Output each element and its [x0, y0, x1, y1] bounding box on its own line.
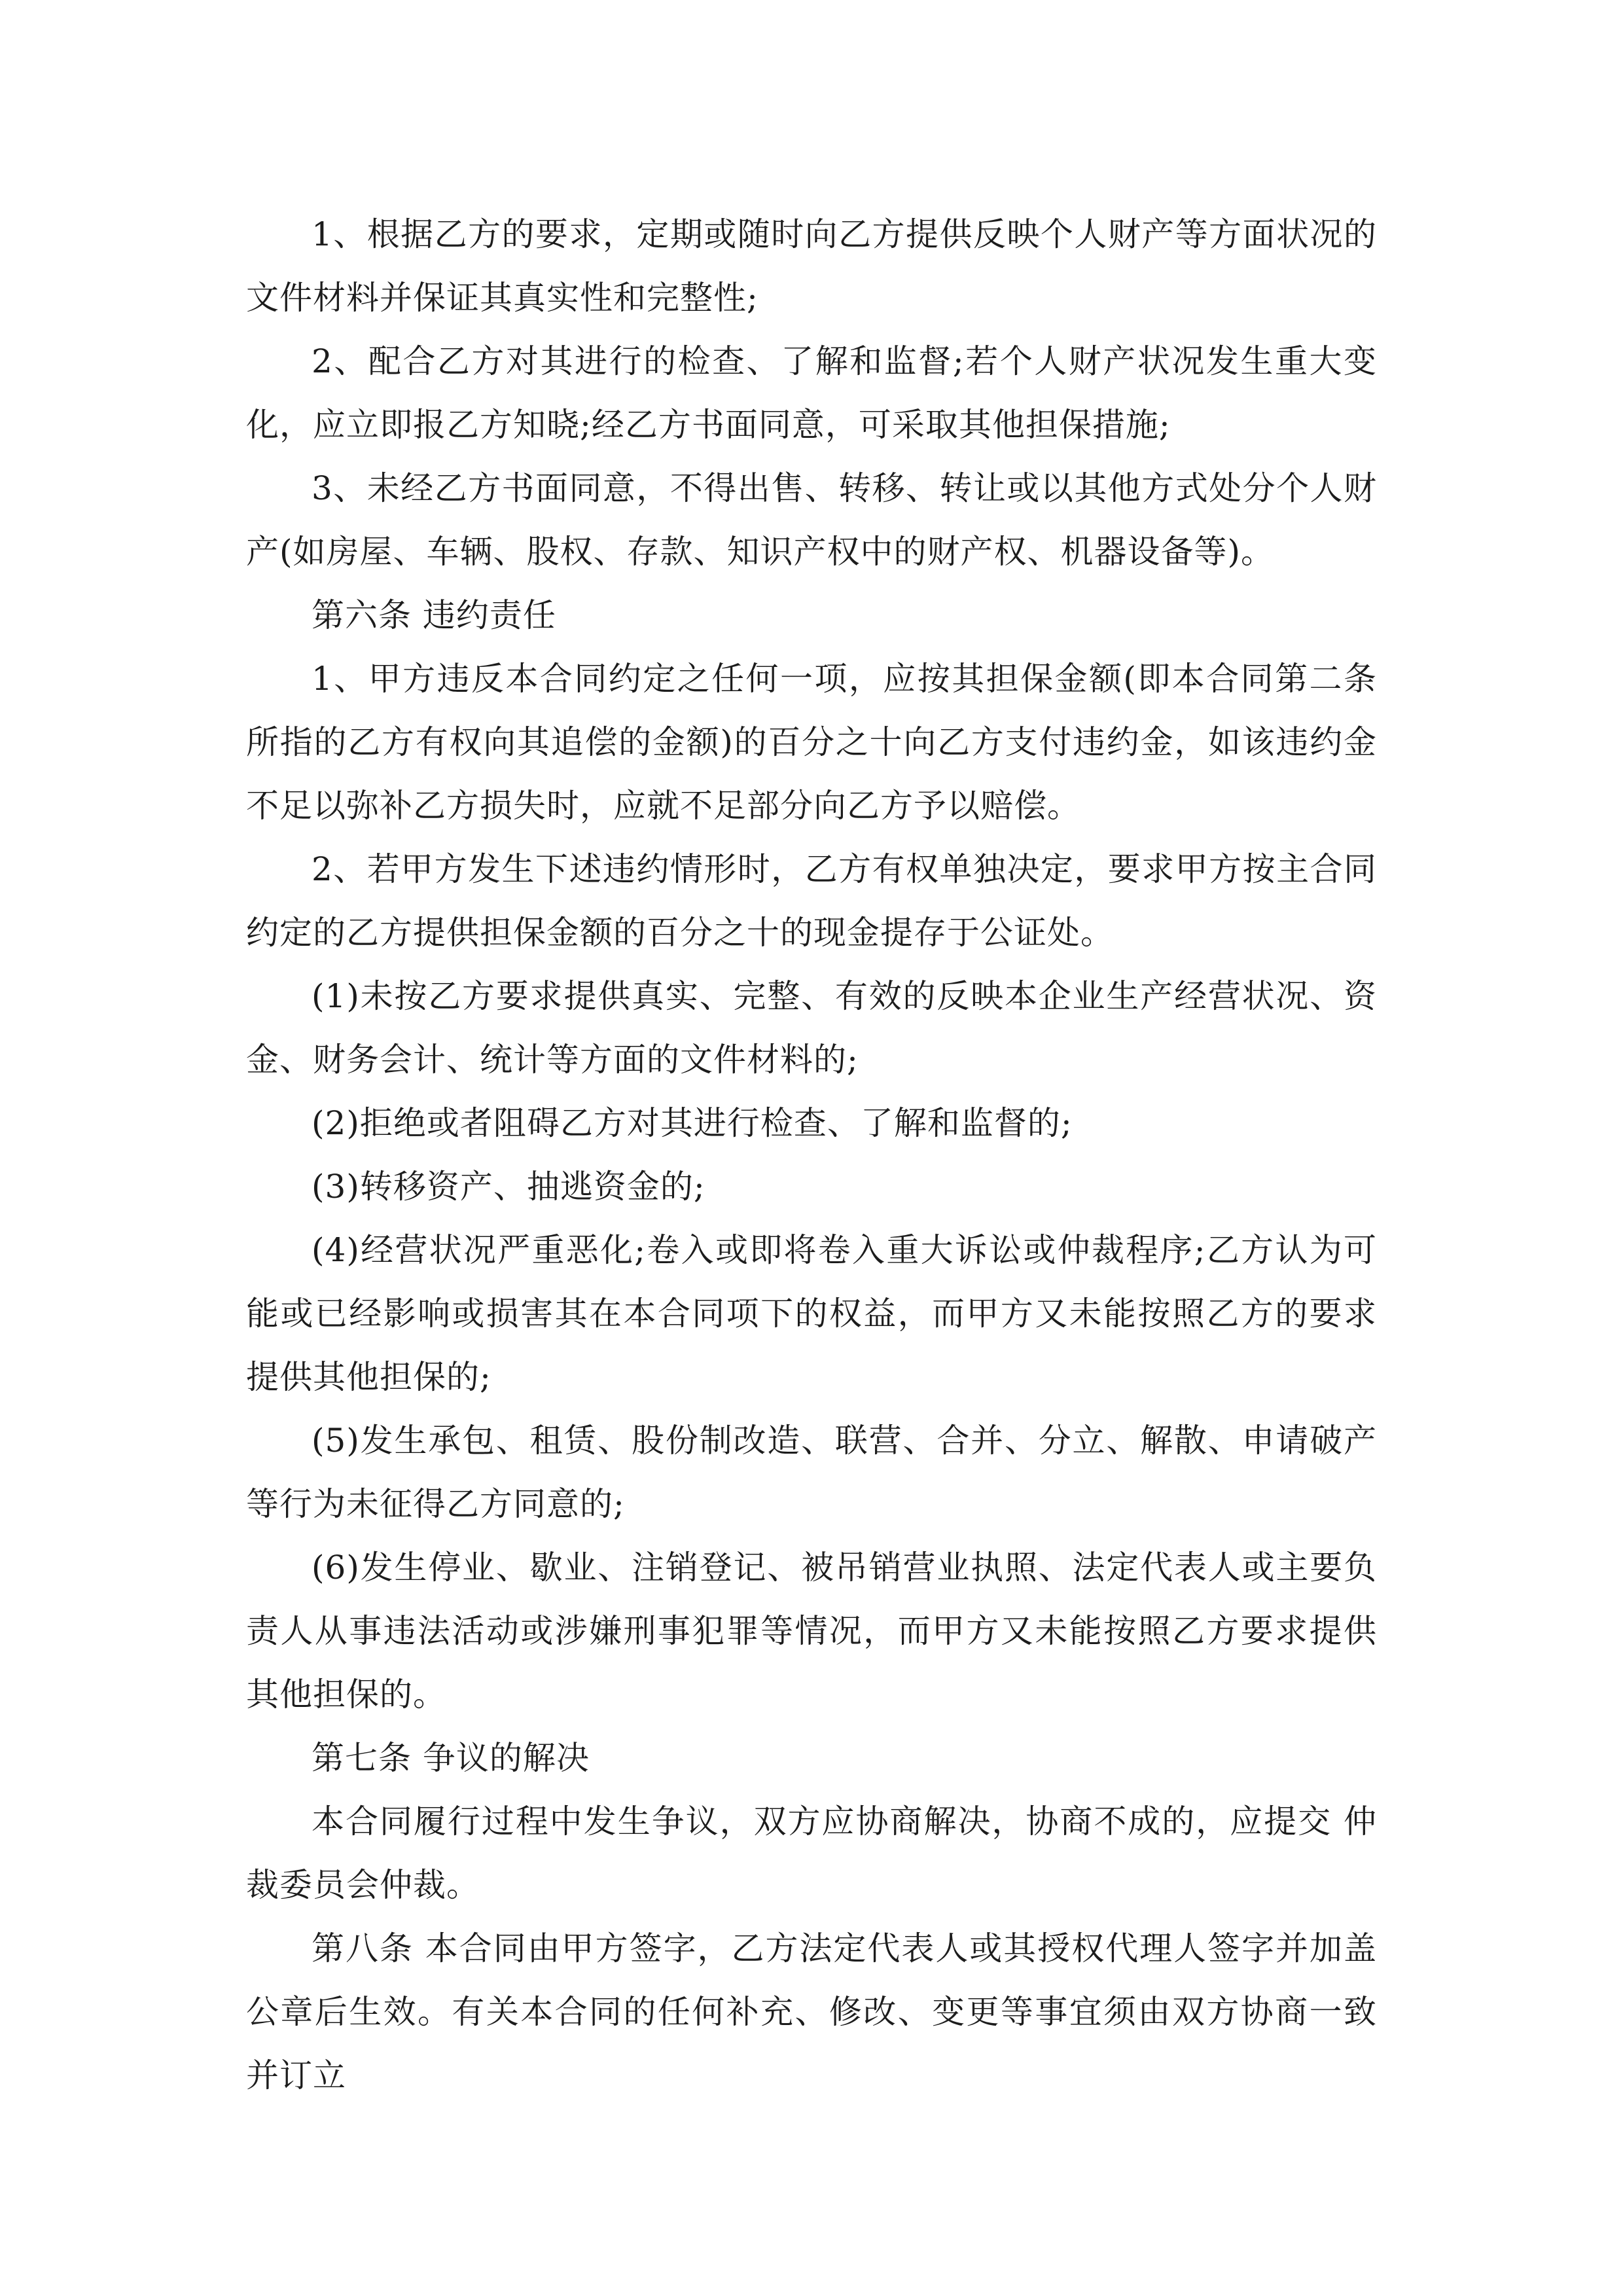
document-body [246, 203, 1377, 2108]
clause-5-item-1: 1、根据乙方的要求，定期或随时向乙方提供反映个人财产等方面状况的文件材料并保证其真实性和完整性; [246, 215, 1377, 317]
clause-6-sub-2: (2)拒绝或者阻碍乙方对其进行检查、了解和监督的; [312, 1104, 1073, 1142]
clause-6-item-1: 1、甲方违反本合同约定之任何一项，应按其担保金额(即本合同第二条所指的乙方有权向其追偿的金额)的百分之十向乙方支付违约金，如该违约金不足以弥补乙方损失时，应就不足部分向乙方予以赔偿。 [246, 660, 1377, 825]
clause-6-sub-3: (3)转移资产、抽逃资金的; [312, 1168, 705, 1206]
clause-8-body: 第八条 本合同由甲方签字，乙方法定代表人或其授权代理人签字并加盖公章后生效。有关本合同的任何补充、修改、变更等事宜须由双方协商一致并订立 [246, 1929, 1377, 2094]
clause-6-sub-5: (5)发生承包、租赁、股份制改造、联营、合并、分立、解散、申请破产等行为未征得乙方同意的; [246, 1422, 1377, 1523]
clause-7-body: 本合同履行过程中发生争议，双方应协商解决，协商不成的，应提交 仲裁委员会仲裁。 [246, 1803, 1377, 1904]
clause-5-item-2: 2、配合乙方对其进行的检查、了解和监督;若个人财产状况发生重大变化，应立即报乙方知晓;经乙方书面同意，可采取其他担保措施; [246, 342, 1377, 444]
clause-7-heading: 第七条 争议的解决 [312, 1739, 590, 1777]
clause-6-heading: 第六条 违约责任 [312, 596, 556, 634]
clause-6-sub-4: (4)经营状况严重恶化;卷入或即将卷入重大诉讼或仲裁程序;乙方认为可能或已经影响或损害其在本合同项下的权益，而甲方又未能按照乙方的要求提供其他担保的; [246, 1231, 1377, 1396]
clause-6-sub-1: (1)未按乙方要求提供真实、完整、有效的反映本企业生产经营状况、资金、财务会计、统计等方面的文件材料的; [246, 977, 1377, 1079]
clause-5-item-3: 3、未经乙方书面同意，不得出售、转移、转让或以其他方式处分个人财产(如房屋、车辆、股权、存款、知识产权中的财产权、机器设备等)。 [246, 469, 1377, 571]
clause-6-sub-6: (6)发生停业、歇业、注销登记、被吊销营业执照、法定代表人或主要负责人从事违法活动或涉嫌刑事犯罪等情况，而甲方又未能按照乙方要求提供其他担保的。 [246, 1549, 1377, 1713]
clause-6-item-2: 2、若甲方发生下述违约情形时，乙方有权单独决定，要求甲方按主合同约定的乙方提供担保金额的百分之十的现金提存于公证处。 [246, 850, 1377, 952]
